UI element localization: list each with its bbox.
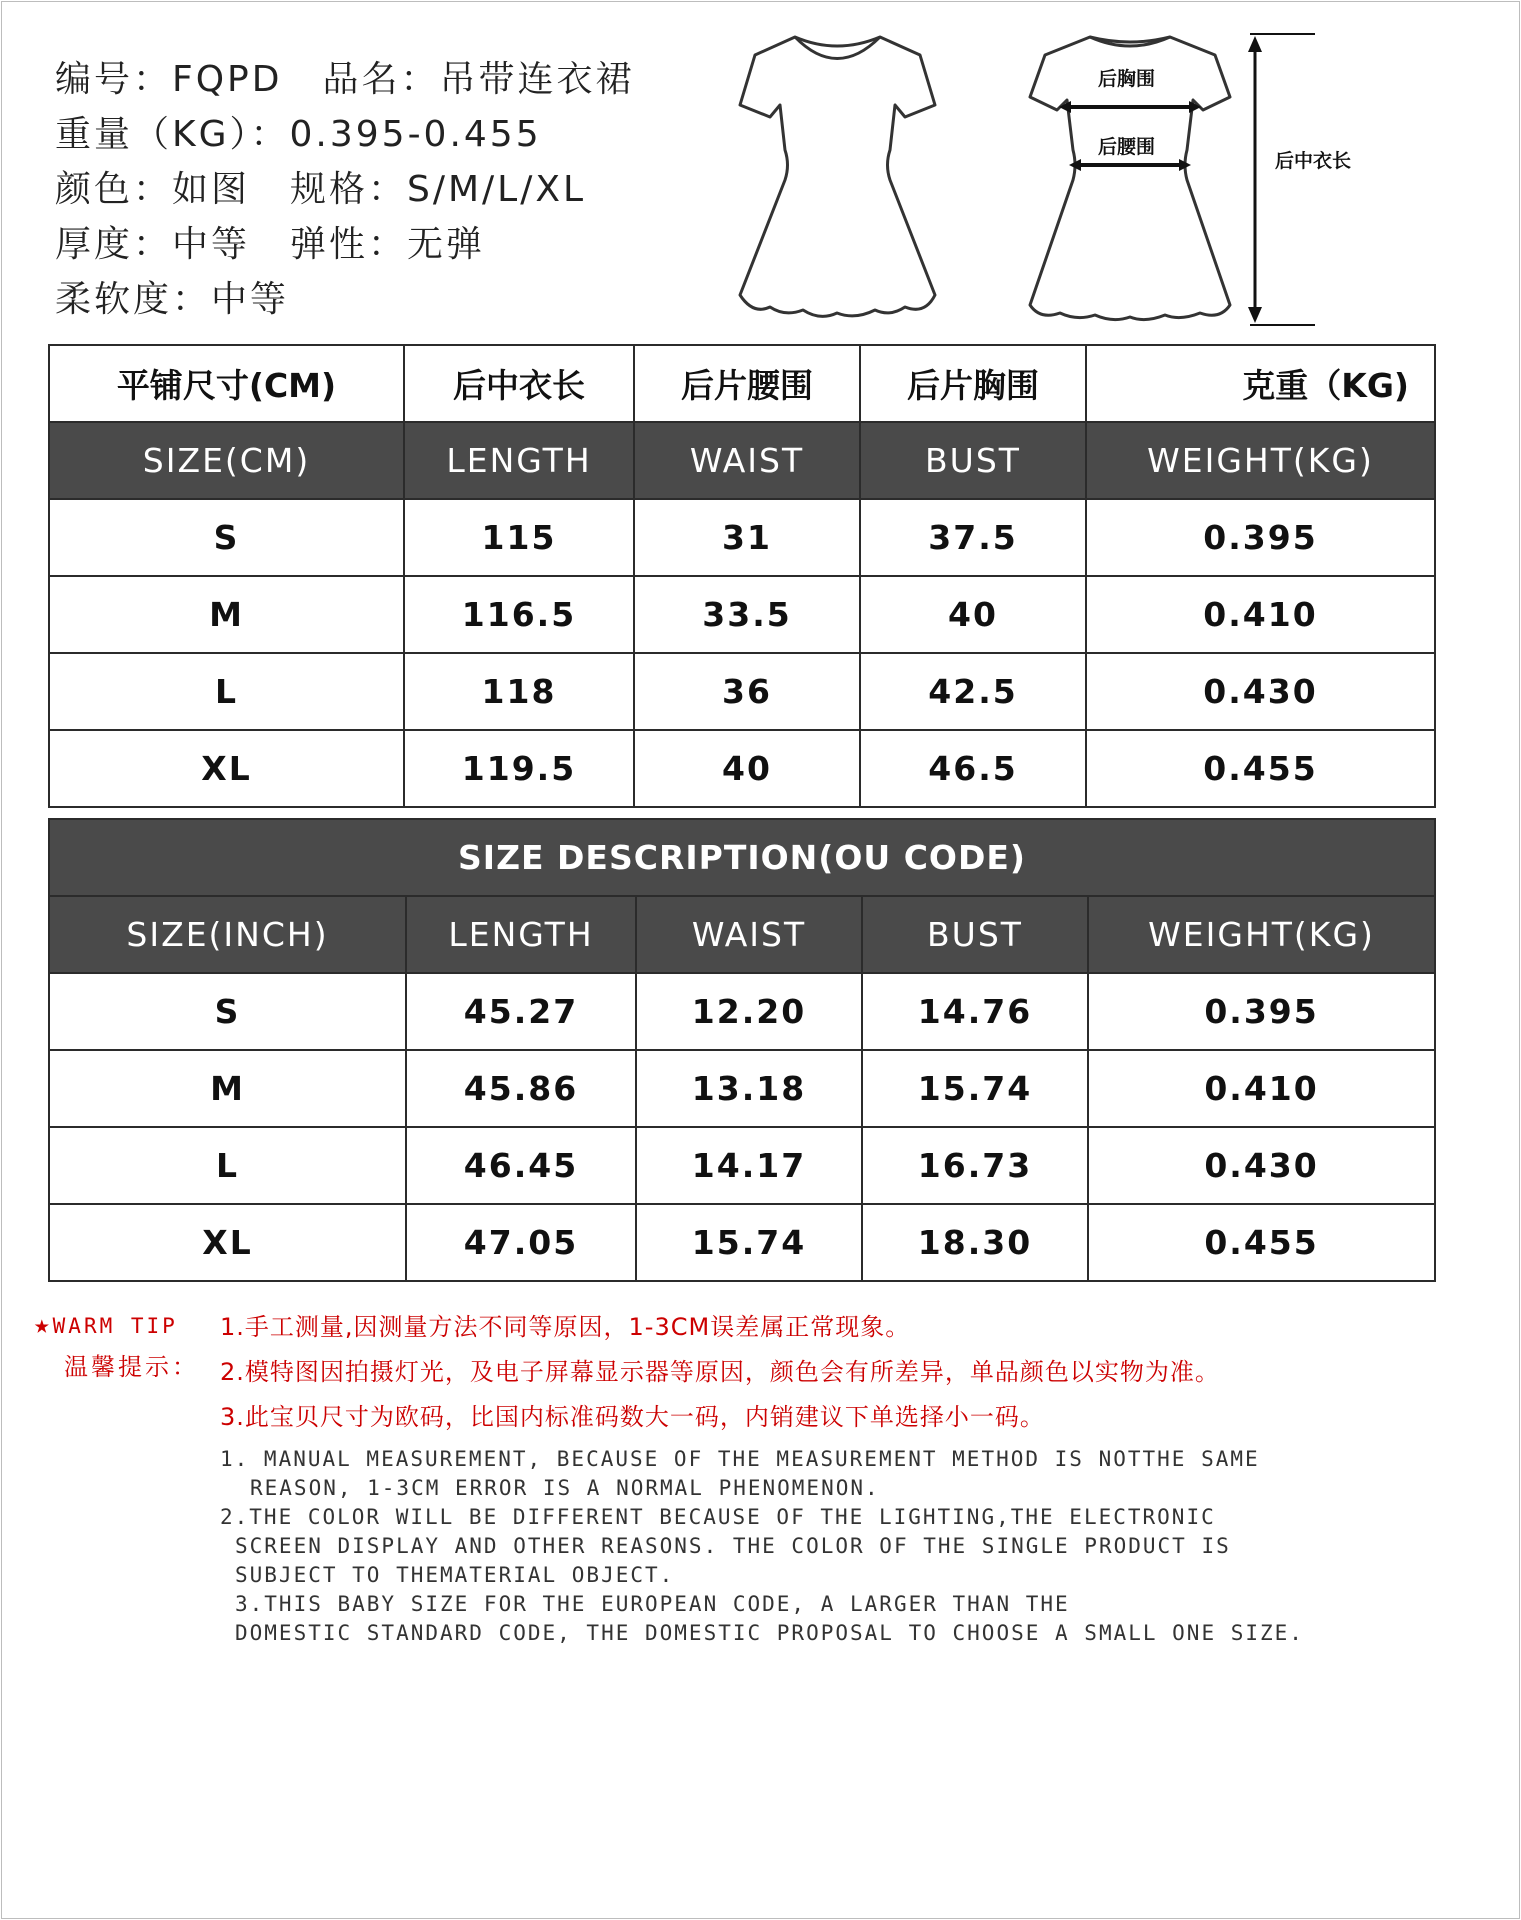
table-cell: 0.430: [1086, 653, 1435, 730]
table-cell: L: [49, 653, 404, 730]
header-cell: 平铺尺寸(CM): [49, 345, 404, 422]
table-cell: 0.455: [1086, 730, 1435, 807]
header-cell: 后片胸围: [860, 345, 1086, 422]
table-cell: 116.5: [404, 576, 634, 653]
tip-en-line: 3.THIS BABY SIZE FOR THE EUROPEAN CODE, A LARGER THAN THE: [235, 1592, 1070, 1616]
table-cell: 37.5: [860, 499, 1086, 576]
table-cell: 14.76: [862, 973, 1088, 1050]
product-elasticity: 弹性：无弹: [290, 224, 486, 265]
table-row: [49, 1127, 1435, 1204]
table-cell: 47.05: [406, 1204, 636, 1281]
table-cell: 0.395: [1088, 973, 1435, 1050]
info-line-1: [55, 52, 635, 107]
table-cell: 14.17: [636, 1127, 862, 1204]
warm-tip-label-en: [34, 1308, 199, 1343]
header-cell: LENGTH: [404, 422, 634, 499]
table-cell: 0.410: [1088, 1050, 1435, 1127]
warm-tip-text: WARM TIP: [52, 1314, 178, 1338]
header-cell: WEIGHT(KG): [1086, 422, 1435, 499]
inch-size-table: [48, 818, 1436, 1282]
header-cell: BUST: [860, 422, 1086, 499]
table-cell: S: [49, 499, 404, 576]
tips-en-list: [220, 1445, 1304, 1648]
tip-en-line: 2.THE COLOR WILL BE DIFFERENT BECAUSE OF THE LIGHTING,THE ELECTRONIC: [220, 1505, 1216, 1529]
table-cell: XL: [49, 1204, 406, 1281]
tip-en-line: SCREEN DISPLAY AND OTHER REASONS. THE COLOR OF THE SINGLE PRODUCT IS: [235, 1534, 1231, 1558]
table-cell: 46.5: [860, 730, 1086, 807]
star-icon: ★: [34, 1310, 53, 1340]
table-cell: 33.5: [634, 576, 860, 653]
table-cell: 119.5: [404, 730, 634, 807]
inch-table-header: [49, 896, 1435, 973]
table-cell: M: [49, 1050, 406, 1127]
table-cell: 0.430: [1088, 1127, 1435, 1204]
table-cell: 18.30: [862, 1204, 1088, 1281]
table-cell: 12.20: [636, 973, 862, 1050]
product-info: [55, 52, 635, 327]
table-cell: 36: [634, 653, 860, 730]
table-cell: L: [49, 1127, 406, 1204]
table-cell: 45.86: [406, 1050, 636, 1127]
header-cell: WAIST: [634, 422, 860, 499]
table-cell: 0.455: [1088, 1204, 1435, 1281]
table-cell: 46.45: [406, 1127, 636, 1204]
header-cell: 后中衣长: [404, 345, 634, 422]
product-code: 编号：FQPD: [55, 59, 283, 100]
table-cell: M: [49, 576, 404, 653]
table-cell: 13.18: [636, 1050, 862, 1127]
info-weight: 重量（KG）：0.395-0.455: [55, 114, 542, 155]
tip-en-line: REASON, 1-3CM ERROR IS A NORMAL PHENOMENON.: [250, 1476, 880, 1500]
header-cell: LENGTH: [406, 896, 636, 973]
table-cell: 16.73: [862, 1127, 1088, 1204]
dress-front-icon: [725, 25, 950, 335]
table-cell: 15.74: [862, 1050, 1088, 1127]
cm-table-en-header: [49, 422, 1435, 499]
table-cell: 115: [404, 499, 634, 576]
table-row: [49, 499, 1435, 576]
table-cell: 42.5: [860, 653, 1086, 730]
inch-table-title-row: [49, 819, 1435, 896]
table-cell: 31: [634, 499, 860, 576]
table-cell: 0.395: [1086, 499, 1435, 576]
table-cell: 40: [860, 576, 1086, 653]
table-cell: 118: [404, 653, 634, 730]
info-line-3: [55, 162, 635, 217]
header-cell: 克重（KG): [1086, 345, 1435, 422]
table-row: [49, 1204, 1435, 1281]
header-cell: SIZE(CM): [49, 422, 404, 499]
table-cell: XL: [49, 730, 404, 807]
header-cell: BUST: [862, 896, 1088, 973]
product-thickness: 厚度：中等: [55, 224, 251, 265]
info-line-4: [55, 217, 635, 272]
tip-cn-item: 1.手工测量,因测量方法不同等原因，1-3CM误差属正常现象。: [220, 1313, 911, 1341]
info-softness: 柔软度：中等: [55, 279, 290, 320]
tips-cn-list: [220, 1305, 1220, 1440]
warm-tip-labels: [34, 1308, 199, 1391]
tip-cn-item: 3.此宝贝尺寸为欧码，比国内标准码数大一码，内销建议下单选择小一码。: [220, 1403, 1045, 1431]
table-row: [49, 973, 1435, 1050]
length-label: 后中衣长: [1275, 150, 1352, 172]
warm-tip-label-cn: 温馨提示：: [64, 1353, 199, 1381]
inch-table-title: SIZE DESCRIPTION(OU CODE): [49, 819, 1435, 896]
header-cell: SIZE(INCH): [49, 896, 406, 973]
table-row: [49, 576, 1435, 653]
tip-en-line: 1. MANUAL MEASUREMENT, BECAUSE OF THE MEASUREMENT METHOD IS NOTTHE SAME: [220, 1447, 1260, 1471]
product-color: 颜色：如图: [55, 169, 251, 210]
product-name: 品名：吊带连衣裙: [322, 59, 635, 100]
header-cell: WEIGHT(KG): [1088, 896, 1435, 973]
header-cell: 后片腰围: [634, 345, 860, 422]
table-row: [49, 730, 1435, 807]
bust-label: 后胸围: [1098, 68, 1156, 90]
cm-table-cn-header: [49, 345, 1435, 422]
length-arrow-icon: [1235, 30, 1385, 330]
tip-en-line: SUBJECT TO THEMATERIAL OBJECT.: [235, 1563, 675, 1587]
table-cell: 0.410: [1086, 576, 1435, 653]
table-row: [49, 1050, 1435, 1127]
tip-en-line: DOMESTIC STANDARD CODE, THE DOMESTIC PROPOSAL TO CHOOSE A SMALL ONE SIZE.: [235, 1621, 1304, 1645]
table-cell: 15.74: [636, 1204, 862, 1281]
table-cell: 45.27: [406, 973, 636, 1050]
cm-size-table: [48, 344, 1436, 808]
tip-cn-item: 2.模特图因拍摄灯光，及电子屏幕显示器等原因，颜色会有所差异，单品颜色以实物为准。: [220, 1358, 1220, 1386]
waist-label: 后腰围: [1098, 136, 1156, 158]
table-row: [49, 653, 1435, 730]
table-cell: S: [49, 973, 406, 1050]
header-cell: WAIST: [636, 896, 862, 973]
product-sizes: 规格：S/M/L/XL: [290, 169, 587, 210]
dress-back-icon: [1015, 25, 1245, 335]
table-cell: 40: [634, 730, 860, 807]
